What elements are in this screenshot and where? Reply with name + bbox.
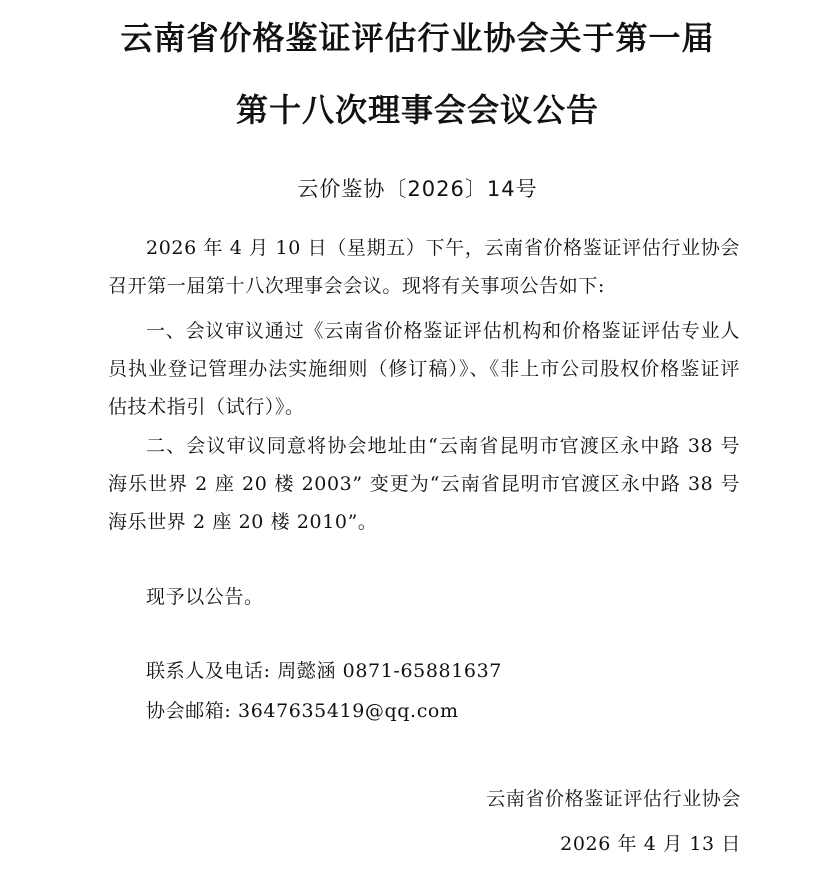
closing-statement: 现予以公告。 (146, 586, 264, 608)
paragraph-item-2: 二、会议审议同意将协会地址由“云南省昆明市官渡区永中路 38 号海乐世界 2 座 20 楼 2003” 变更为“云南省昆明市官渡区永中路 38 号海乐世界 2 座 20 楼 2010”。 (108, 435, 740, 533)
signature-date: 2026 年 4 月 13 日 (560, 833, 741, 855)
association-email: 协会邮箱: 3647635419@qq.com (146, 700, 459, 722)
signature-organization: 云南省价格鉴证评估行业协会 (486, 788, 741, 810)
contact-info: 联系人及电话: 周懿涵 0871-65881637 (146, 660, 502, 682)
title-line-2: 第十八次理事会会议公告 (235, 91, 599, 129)
paragraph-intro: 2026 年 4 月 10 日（星期五）下午，云南省价格鉴证评估行业协会召开第一届第十八次理事会会议。现将有关事项公告如下: (108, 237, 740, 297)
paragraph-item-1: 一、会议审议通过《云南省价格鉴证评估机构和价格鉴证评估专业人员执业登记管理办法实施细则（修订稿）》、《非上市公司股权价格鉴证评估技术指引（试行）》。 (108, 320, 740, 418)
document-number: 云价鉴协〔2026〕14号 (297, 177, 538, 201)
title-line-1: 云南省价格鉴证评估行业协会关于第一届 (120, 19, 715, 57)
